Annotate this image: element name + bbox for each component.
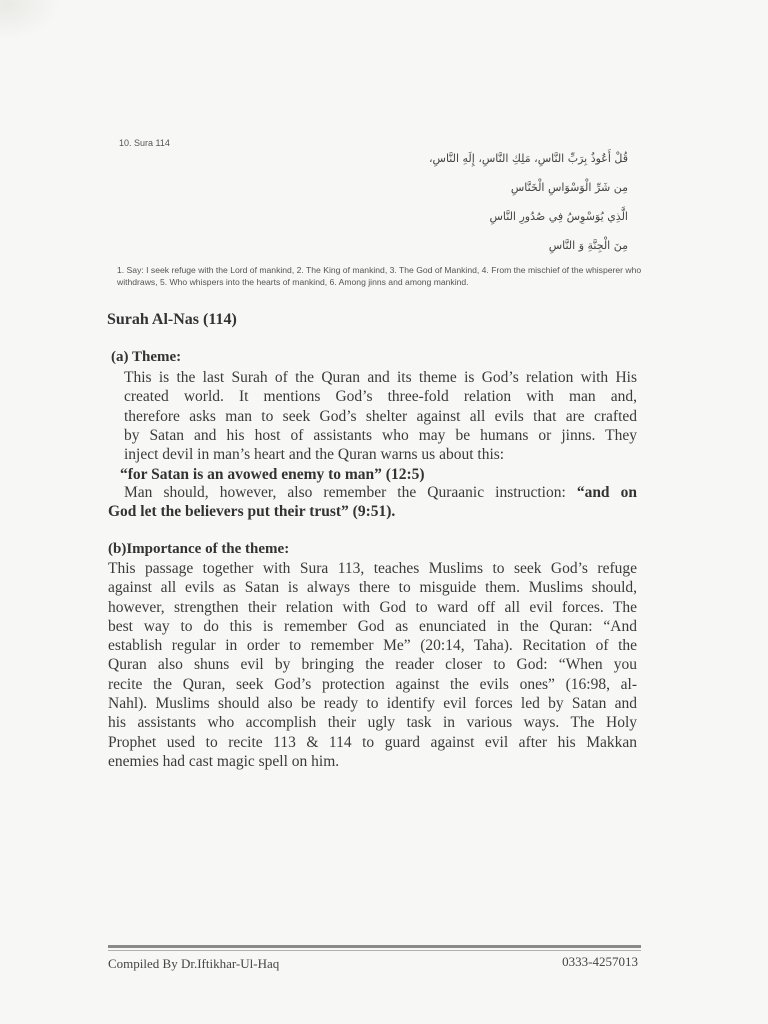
instruction-quote-end: God let the believers put their trust” (9:51). [108, 503, 396, 520]
paragraph-line: This is the last Surah of the Quran and its theme is God’s relation with His [124, 369, 637, 386]
contact-phone: 0333-4257013 [562, 954, 638, 969]
satan-quote: “for Satan is an avowed enemy to man” (12:5) [120, 466, 425, 483]
surah-title: Surah Al-Nas (114) [107, 311, 237, 328]
paragraph-line: recite the Quran, seek God’s protection against the evils ones” (16:98, al- [108, 675, 637, 693]
compiled-by: Compiled By Dr.Iftikhar-Ul-Haq [108, 956, 280, 971]
paragraph-line: establish regular in order to remember Me” (20:14, Taha). Recitation of the [108, 637, 637, 655]
theme-heading: (a) Theme: [111, 349, 182, 365]
importance-heading: (b)Importance of the theme: [108, 541, 290, 557]
footer-divider-thin [108, 950, 641, 951]
instruction-text [124, 483, 637, 502]
instruction-quote-start: “and on [576, 484, 637, 501]
sura-number-heading: 10. Sura 114 [119, 138, 170, 148]
paragraph-line: inject devil in man’s heart and the Quran warns us about this: [124, 446, 505, 464]
paragraph-line: best way to do this is remember God as enunciated in the Quran: “And [108, 617, 637, 635]
importance-paragraph [108, 559, 637, 771]
paragraph-line: Nahl). Muslims should also be ready to identify evil forces led by Satan and [108, 695, 637, 713]
footer-divider [108, 945, 641, 948]
paragraph-line: by Satan and his host of assistants who may be humans or jinns. They [124, 426, 637, 444]
arabic-verse-line: مِن شَرِّ الْوَسْوَاسِ الْخَنَّاسِ [510, 181, 628, 194]
paragraph-line: created world. It mentions God’s three-fold relation with man and, [124, 388, 637, 406]
paragraph-line: therefore asks man to seek God’s shelter against all evils that are crafted [124, 407, 637, 425]
paragraph-line: enemies had cast magic spell on him. [108, 752, 340, 770]
paragraph-line: This passage together with Sura 113, teaches Muslims to seek God’s refuge [108, 560, 637, 577]
paragraph-line: Quran also shuns evil by bringing the reader closer to God: “When you [108, 656, 637, 674]
instruction-plain: Man should, however, also remember the Quraanic instruction: [124, 484, 577, 501]
arabic-verse-line: مِنَ الْجِنَّةِ وَ النَّاسِ [548, 239, 628, 252]
paragraph-line: Prophet used to recite 113 & 114 to guard against evil after his Makkan [108, 733, 637, 751]
paragraph-line: against all evils as Satan is always there to misguide them. Muslims should, [108, 579, 637, 597]
paragraph-line: his assistants who accomplish their ugly task in various ways. The Holy [108, 714, 637, 732]
paragraph-line: however, strengthen their relation with God to ward off all evil forces. The [108, 598, 637, 616]
arabic-verse-line: الَّذِي يُوَسْوِسُ فِي صُدُورِ النَّاسِ [489, 210, 628, 223]
arabic-verse-line: قُلْ أَعُوذُ بِرَبِّ النَّاسِ، مَلِكِ النَّاسِ، إِلَهِ النَّاسِ، [428, 152, 628, 165]
theme-paragraph [124, 368, 637, 464]
page-smudge [0, 0, 60, 40]
english-translation: 1. Say: I seek refuge with the Lord of mankind, 2. The King of mankind, 3. The God of Mankind, 4. From the mischief of the whisperer who withdraws, 5. Who whispers into the hearts of mankind, 6. Among jinns and among mankind. [117, 265, 642, 287]
instruction-line-1 [124, 483, 637, 502]
